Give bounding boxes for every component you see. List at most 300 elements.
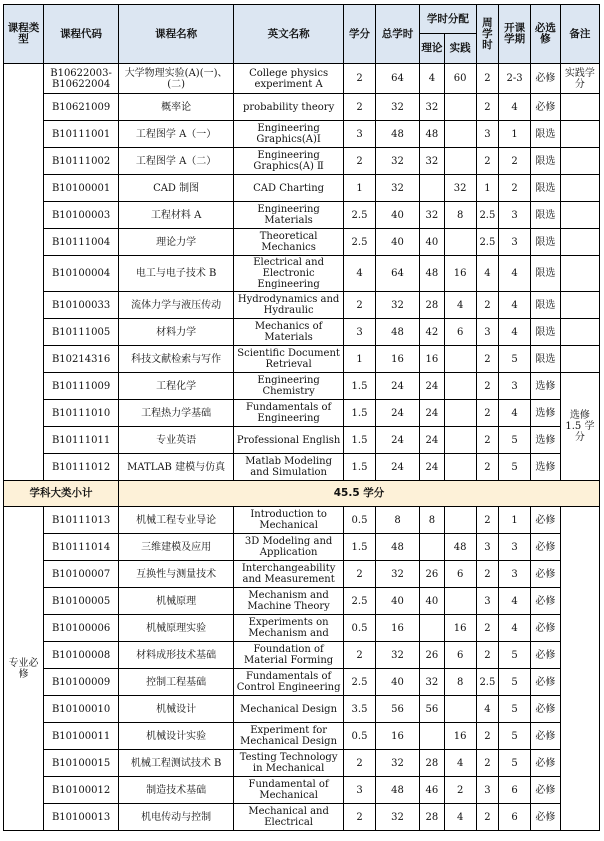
course-name: 流体力学与液压传动 — [119, 292, 234, 319]
practice-hours-cell: 8 — [444, 669, 476, 696]
theory-hours-cell: 46 — [420, 777, 445, 804]
practice-hours-cell: 60 — [444, 64, 476, 94]
weekly-hours-cell: 2.5 — [476, 202, 499, 229]
remark-cell — [560, 121, 599, 148]
required-type-cell: 限选 — [531, 148, 561, 175]
practice-hours-cell: 6 — [444, 561, 476, 588]
total-hours-cell: 24 — [375, 373, 419, 400]
course-code: B10214316 — [44, 346, 119, 373]
course-name: 机械原理 — [119, 588, 234, 615]
practice-hours-cell — [444, 454, 476, 481]
weekly-hours-cell: 2 — [476, 723, 499, 750]
required-type-cell: 必修 — [531, 804, 561, 831]
remark-cell — [560, 292, 599, 319]
subtotal-row — [4, 481, 600, 507]
required-type-cell: 限选 — [531, 202, 561, 229]
credits-cell: 0.5 — [344, 507, 376, 534]
required-type-cell: 限选 — [531, 292, 561, 319]
required-type-cell: 限选 — [531, 175, 561, 202]
total-hours-cell: 16 — [375, 346, 419, 373]
table-row — [4, 777, 600, 804]
course-name-en: Testing Technology in Mechanical — [234, 750, 344, 777]
theory-hours-cell: 40 — [420, 229, 445, 256]
course-code: B10100007 — [44, 561, 119, 588]
course-code: B10111004 — [44, 229, 119, 256]
theory-hours-cell: 24 — [420, 427, 445, 454]
credits-cell: 3 — [344, 121, 376, 148]
course-name-en: Interchangeability and Measurement — [234, 561, 344, 588]
total-hours-cell: 64 — [375, 64, 419, 94]
weekly-hours-cell: 3 — [476, 534, 499, 561]
weekly-hours-cell: 2 — [476, 346, 499, 373]
course-name: 材料力学 — [119, 319, 234, 346]
course-code: B10111002 — [44, 148, 119, 175]
credits-cell: 2.5 — [344, 202, 376, 229]
total-hours-cell: 40 — [375, 669, 419, 696]
course-name: 机械原理实验 — [119, 615, 234, 642]
semester-cell: 4 — [499, 400, 531, 427]
semester-cell: 5 — [499, 427, 531, 454]
credits-cell: 3 — [344, 777, 376, 804]
total-hours-cell: 32 — [375, 642, 419, 669]
course-name-en: Mechanical and Electrical — [234, 804, 344, 831]
total-hours-cell: 32 — [375, 94, 419, 121]
total-hours-cell: 32 — [375, 148, 419, 175]
header-practice: 实践 — [444, 34, 476, 64]
course-name-en: Electrical and Electronic Engineering — [234, 256, 344, 292]
weekly-hours-cell: 4 — [476, 696, 499, 723]
course-code: B10100013 — [44, 804, 119, 831]
remark-cell — [560, 202, 599, 229]
semester-cell: 5 — [499, 723, 531, 750]
credits-cell: 2 — [344, 94, 376, 121]
required-type-cell: 限选 — [531, 229, 561, 256]
theory-hours-cell — [420, 723, 445, 750]
semester-cell: 3 — [499, 229, 531, 256]
semester-cell: 1 — [499, 121, 531, 148]
semester-cell: 2 — [499, 148, 531, 175]
credits-cell: 2 — [344, 750, 376, 777]
table-row — [4, 373, 600, 400]
course-name: 工程热力学基础 — [119, 400, 234, 427]
semester-cell: 3 — [499, 534, 531, 561]
semester-cell: 5 — [499, 696, 531, 723]
course-name: 科技文献检索与写作 — [119, 346, 234, 373]
table-row — [4, 723, 600, 750]
course-name-en: CAD Charting — [234, 175, 344, 202]
course-code: B10622003-B10622004 — [44, 64, 119, 94]
credits-cell: 1.5 — [344, 400, 376, 427]
practice-hours-cell — [444, 346, 476, 373]
course-name-en: College physics experiment A — [234, 64, 344, 94]
course-code: B10100015 — [44, 750, 119, 777]
total-hours-cell: 16 — [375, 615, 419, 642]
remark-cell — [560, 175, 599, 202]
theory-hours-cell: 28 — [420, 804, 445, 831]
total-hours-cell: 16 — [375, 723, 419, 750]
elective-note: 选修 1.5 学分 — [560, 373, 599, 481]
total-hours-cell: 24 — [375, 427, 419, 454]
remark-cell — [560, 507, 599, 831]
remark-cell — [560, 319, 599, 346]
remark-cell — [560, 148, 599, 175]
table-row — [4, 400, 600, 427]
theory-hours-cell: 48 — [420, 121, 445, 148]
credits-cell: 2 — [344, 561, 376, 588]
header-category: 课程类型 — [4, 5, 44, 64]
table-row — [4, 256, 600, 292]
table-row — [4, 642, 600, 669]
table-row — [4, 121, 600, 148]
theory-hours-cell — [420, 534, 445, 561]
theory-hours-cell: 56 — [420, 696, 445, 723]
course-name-en: Foundation of Material Forming — [234, 642, 344, 669]
header-name-cn: 课程名称 — [119, 5, 234, 64]
table-row — [4, 669, 600, 696]
required-type-cell: 必修 — [531, 64, 561, 94]
course-name-en: Fundamentals of Control Engineering — [234, 669, 344, 696]
course-code: B10100003 — [44, 202, 119, 229]
total-hours-cell: 24 — [375, 400, 419, 427]
semester-cell: 6 — [499, 777, 531, 804]
credits-cell: 3 — [344, 319, 376, 346]
semester-cell: 4 — [499, 319, 531, 346]
weekly-hours-cell: 2 — [476, 148, 499, 175]
header-weekly-hours: 周学时 — [476, 5, 499, 64]
table-row — [4, 615, 600, 642]
table-row — [4, 804, 600, 831]
course-name-en: Engineering Graphics(A)Ⅰ — [234, 121, 344, 148]
practice-hours-cell: 4 — [444, 292, 476, 319]
total-hours-cell: 32 — [375, 750, 419, 777]
semester-cell: 4 — [499, 588, 531, 615]
course-name: 三维建模及应用 — [119, 534, 234, 561]
practice-hours-cell — [444, 696, 476, 723]
course-code: B10100008 — [44, 642, 119, 669]
total-hours-cell: 48 — [375, 319, 419, 346]
theory-hours-cell — [420, 175, 445, 202]
course-name: 工程化学 — [119, 373, 234, 400]
remark-cell: 实践学分 — [560, 64, 599, 94]
table-row — [4, 427, 600, 454]
practice-hours-cell — [444, 427, 476, 454]
theory-hours-cell: 32 — [420, 669, 445, 696]
course-name-en: Fundamental of Mechanical — [234, 777, 344, 804]
practice-hours-cell: 32 — [444, 175, 476, 202]
header-name-en: 英文名称 — [234, 5, 344, 64]
practice-hours-cell — [444, 507, 476, 534]
practice-hours-cell: 16 — [444, 723, 476, 750]
course-name-en: Engineering Chemistry — [234, 373, 344, 400]
required-type-cell: 必修 — [531, 669, 561, 696]
course-name: 控制工程基础 — [119, 669, 234, 696]
course-name-en: Hydrodynamics and Hydraulic — [234, 292, 344, 319]
weekly-hours-cell: 3 — [476, 588, 499, 615]
practice-hours-cell: 16 — [444, 615, 476, 642]
required-type-cell: 选修 — [531, 373, 561, 400]
discipline-courses-body — [4, 64, 600, 481]
credits-cell: 2 — [344, 64, 376, 94]
header-remark: 备注 — [560, 5, 599, 64]
weekly-hours-cell: 2 — [476, 373, 499, 400]
header-total-hours: 总学时 — [375, 5, 419, 64]
course-code: B10111014 — [44, 534, 119, 561]
header-required: 必选修 — [531, 5, 561, 64]
credits-cell: 1.5 — [344, 454, 376, 481]
semester-cell: 5 — [499, 669, 531, 696]
course-name-en: probability theory — [234, 94, 344, 121]
weekly-hours-cell: 2 — [476, 427, 499, 454]
remark-cell — [560, 256, 599, 292]
semester-cell: 5 — [499, 642, 531, 669]
total-hours-cell: 32 — [375, 175, 419, 202]
theory-hours-cell: 32 — [420, 148, 445, 175]
course-code: B10111011 — [44, 427, 119, 454]
weekly-hours-cell: 3 — [476, 121, 499, 148]
course-name: 机电传动与控制 — [119, 804, 234, 831]
credits-cell: 1.5 — [344, 534, 376, 561]
table-row — [4, 229, 600, 256]
course-code: B10100012 — [44, 777, 119, 804]
table-row — [4, 148, 600, 175]
theory-hours-cell: 28 — [420, 292, 445, 319]
course-name: 大学物理实验(A)(一)、(二) — [119, 64, 234, 94]
required-type-cell: 限选 — [531, 256, 561, 292]
course-name-en: Scientific Document Retrieval — [234, 346, 344, 373]
weekly-hours-cell: 2 — [476, 804, 499, 831]
credits-cell: 4 — [344, 256, 376, 292]
theory-hours-cell: 32 — [420, 94, 445, 121]
credits-cell: 3.5 — [344, 696, 376, 723]
total-hours-cell: 48 — [375, 534, 419, 561]
semester-cell: 2 — [499, 175, 531, 202]
course-code: B10100004 — [44, 256, 119, 292]
header-hours-distribution: 学时分配 — [420, 5, 477, 34]
course-name: 概率论 — [119, 94, 234, 121]
weekly-hours-cell: 3 — [476, 777, 499, 804]
credits-cell: 1.5 — [344, 373, 376, 400]
course-name: 机械设计 — [119, 696, 234, 723]
course-name: 材料成形技术基础 — [119, 642, 234, 669]
course-code: B10111005 — [44, 319, 119, 346]
semester-cell: 2-3 — [499, 64, 531, 94]
practice-hours-cell: 6 — [444, 642, 476, 669]
course-name-en: Mechanism and Machine Theory — [234, 588, 344, 615]
weekly-hours-cell: 2 — [476, 400, 499, 427]
weekly-hours-cell: 2 — [476, 561, 499, 588]
header-semester: 开课学期 — [499, 5, 531, 64]
theory-hours-cell: 24 — [420, 454, 445, 481]
practice-hours-cell — [444, 400, 476, 427]
semester-cell: 4 — [499, 94, 531, 121]
semester-cell: 6 — [499, 804, 531, 831]
course-name-en: Mechanics of Materials — [234, 319, 344, 346]
theory-hours-cell: 28 — [420, 750, 445, 777]
course-name-en: Matlab Modeling and Simulation — [234, 454, 344, 481]
course-name-en: Engineering Materials — [234, 202, 344, 229]
course-code: B10111013 — [44, 507, 119, 534]
header-credits: 学分 — [344, 5, 376, 64]
theory-hours-cell: 8 — [420, 507, 445, 534]
table-row — [4, 750, 600, 777]
theory-hours-cell — [420, 615, 445, 642]
course-name: 机械工程测试技术 B — [119, 750, 234, 777]
course-code: B10111009 — [44, 373, 119, 400]
course-name-en: Experiment for Mechanical Design — [234, 723, 344, 750]
course-name-en: Fundamentals of Engineering — [234, 400, 344, 427]
major-required-body — [4, 507, 600, 831]
credits-cell: 2.5 — [344, 669, 376, 696]
theory-hours-cell: 24 — [420, 400, 445, 427]
weekly-hours-cell: 2 — [476, 507, 499, 534]
weekly-hours-cell: 2 — [476, 292, 499, 319]
semester-cell: 4 — [499, 256, 531, 292]
theory-hours-cell: 4 — [420, 64, 445, 94]
practice-hours-cell: 48 — [444, 534, 476, 561]
table-row — [4, 346, 600, 373]
course-name: 机械设计实验 — [119, 723, 234, 750]
theory-hours-cell: 26 — [420, 642, 445, 669]
remark-cell — [560, 346, 599, 373]
practice-hours-cell: 2 — [444, 777, 476, 804]
table-row — [4, 292, 600, 319]
credits-cell: 1 — [344, 346, 376, 373]
required-type-cell: 必修 — [531, 750, 561, 777]
weekly-hours-cell: 2 — [476, 64, 499, 94]
course-name-en: Experiments on Mechanism and — [234, 615, 344, 642]
table-row — [4, 94, 600, 121]
course-name-en: Professional English — [234, 427, 344, 454]
course-name: 机械工程专业导论 — [119, 507, 234, 534]
weekly-hours-cell: 2 — [476, 454, 499, 481]
theory-hours-cell: 24 — [420, 373, 445, 400]
semester-cell: 3 — [499, 202, 531, 229]
semester-cell: 5 — [499, 750, 531, 777]
total-hours-cell: 48 — [375, 121, 419, 148]
curriculum-table — [3, 4, 600, 831]
practice-hours-cell — [444, 94, 476, 121]
course-name-en: 3D Modeling and Application — [234, 534, 344, 561]
required-type-cell: 必修 — [531, 642, 561, 669]
credits-cell: 2 — [344, 148, 376, 175]
course-name: 电工与电子技术 B — [119, 256, 234, 292]
course-code: B10111012 — [44, 454, 119, 481]
table-row — [4, 64, 600, 94]
credits-cell: 2 — [344, 642, 376, 669]
total-hours-cell: 56 — [375, 696, 419, 723]
credits-cell: 2.5 — [344, 588, 376, 615]
course-name-en: Mechanical Design — [234, 696, 344, 723]
table-row — [4, 454, 600, 481]
credits-cell: 2 — [344, 292, 376, 319]
required-type-cell: 必修 — [531, 94, 561, 121]
credits-cell: 2.5 — [344, 229, 376, 256]
weekly-hours-cell: 2 — [476, 94, 499, 121]
required-type-cell: 限选 — [531, 319, 561, 346]
required-type-cell: 必修 — [531, 615, 561, 642]
credits-cell: 0.5 — [344, 615, 376, 642]
course-code: B10111010 — [44, 400, 119, 427]
total-hours-cell: 24 — [375, 454, 419, 481]
total-hours-cell: 40 — [375, 202, 419, 229]
required-type-cell: 选修 — [531, 427, 561, 454]
table-row — [4, 202, 600, 229]
category-cell: 专业必修 — [4, 507, 44, 831]
practice-hours-cell — [444, 229, 476, 256]
subtotal-label: 学科大类小计 — [4, 481, 119, 507]
practice-hours-cell: 6 — [444, 319, 476, 346]
total-hours-cell: 32 — [375, 292, 419, 319]
semester-cell: 4 — [499, 615, 531, 642]
course-name: 理论力学 — [119, 229, 234, 256]
course-name: 专业英语 — [119, 427, 234, 454]
semester-cell: 4 — [499, 292, 531, 319]
practice-hours-cell — [444, 588, 476, 615]
remark-cell — [560, 229, 599, 256]
practice-hours-cell: 4 — [444, 750, 476, 777]
category-cell — [4, 64, 44, 481]
semester-cell: 3 — [499, 561, 531, 588]
subtotal-value: 45.5 学分 — [119, 481, 600, 507]
course-code: B10100005 — [44, 588, 119, 615]
required-type-cell: 必修 — [531, 507, 561, 534]
course-name-en: Engineering Graphics(A) Ⅱ — [234, 148, 344, 175]
course-name-en: Theoretical Mechanics — [234, 229, 344, 256]
practice-hours-cell: 8 — [444, 202, 476, 229]
course-code: B10100009 — [44, 669, 119, 696]
credits-cell: 0.5 — [344, 723, 376, 750]
course-code: B10100033 — [44, 292, 119, 319]
course-name: CAD 制图 — [119, 175, 234, 202]
theory-hours-cell: 40 — [420, 588, 445, 615]
required-type-cell: 必修 — [531, 534, 561, 561]
weekly-hours-cell: 2.5 — [476, 669, 499, 696]
table-row — [4, 588, 600, 615]
weekly-hours-cell: 2 — [476, 615, 499, 642]
required-type-cell: 必修 — [531, 723, 561, 750]
total-hours-cell: 48 — [375, 777, 419, 804]
total-hours-cell: 32 — [375, 561, 419, 588]
weekly-hours-cell: 4 — [476, 256, 499, 292]
header-code: 课程代码 — [44, 5, 119, 64]
credits-cell: 1.5 — [344, 427, 376, 454]
semester-cell: 5 — [499, 454, 531, 481]
header-theory: 理论 — [420, 34, 445, 64]
table-row — [4, 696, 600, 723]
semester-cell: 5 — [499, 346, 531, 373]
table-row — [4, 507, 600, 534]
table-row — [4, 319, 600, 346]
weekly-hours-cell: 2.5 — [476, 229, 499, 256]
semester-cell: 1 — [499, 507, 531, 534]
course-code: B10100010 — [44, 696, 119, 723]
weekly-hours-cell: 2 — [476, 750, 499, 777]
practice-hours-cell — [444, 148, 476, 175]
required-type-cell: 必修 — [531, 561, 561, 588]
course-name: 制造技术基础 — [119, 777, 234, 804]
theory-hours-cell: 16 — [420, 346, 445, 373]
required-type-cell: 选修 — [531, 454, 561, 481]
practice-hours-cell — [444, 373, 476, 400]
weekly-hours-cell: 1 — [476, 175, 499, 202]
practice-hours-cell — [444, 121, 476, 148]
required-type-cell: 必修 — [531, 777, 561, 804]
table-row — [4, 534, 600, 561]
total-hours-cell: 32 — [375, 804, 419, 831]
course-code: B10100011 — [44, 723, 119, 750]
required-type-cell: 必修 — [531, 588, 561, 615]
theory-hours-cell: 42 — [420, 319, 445, 346]
